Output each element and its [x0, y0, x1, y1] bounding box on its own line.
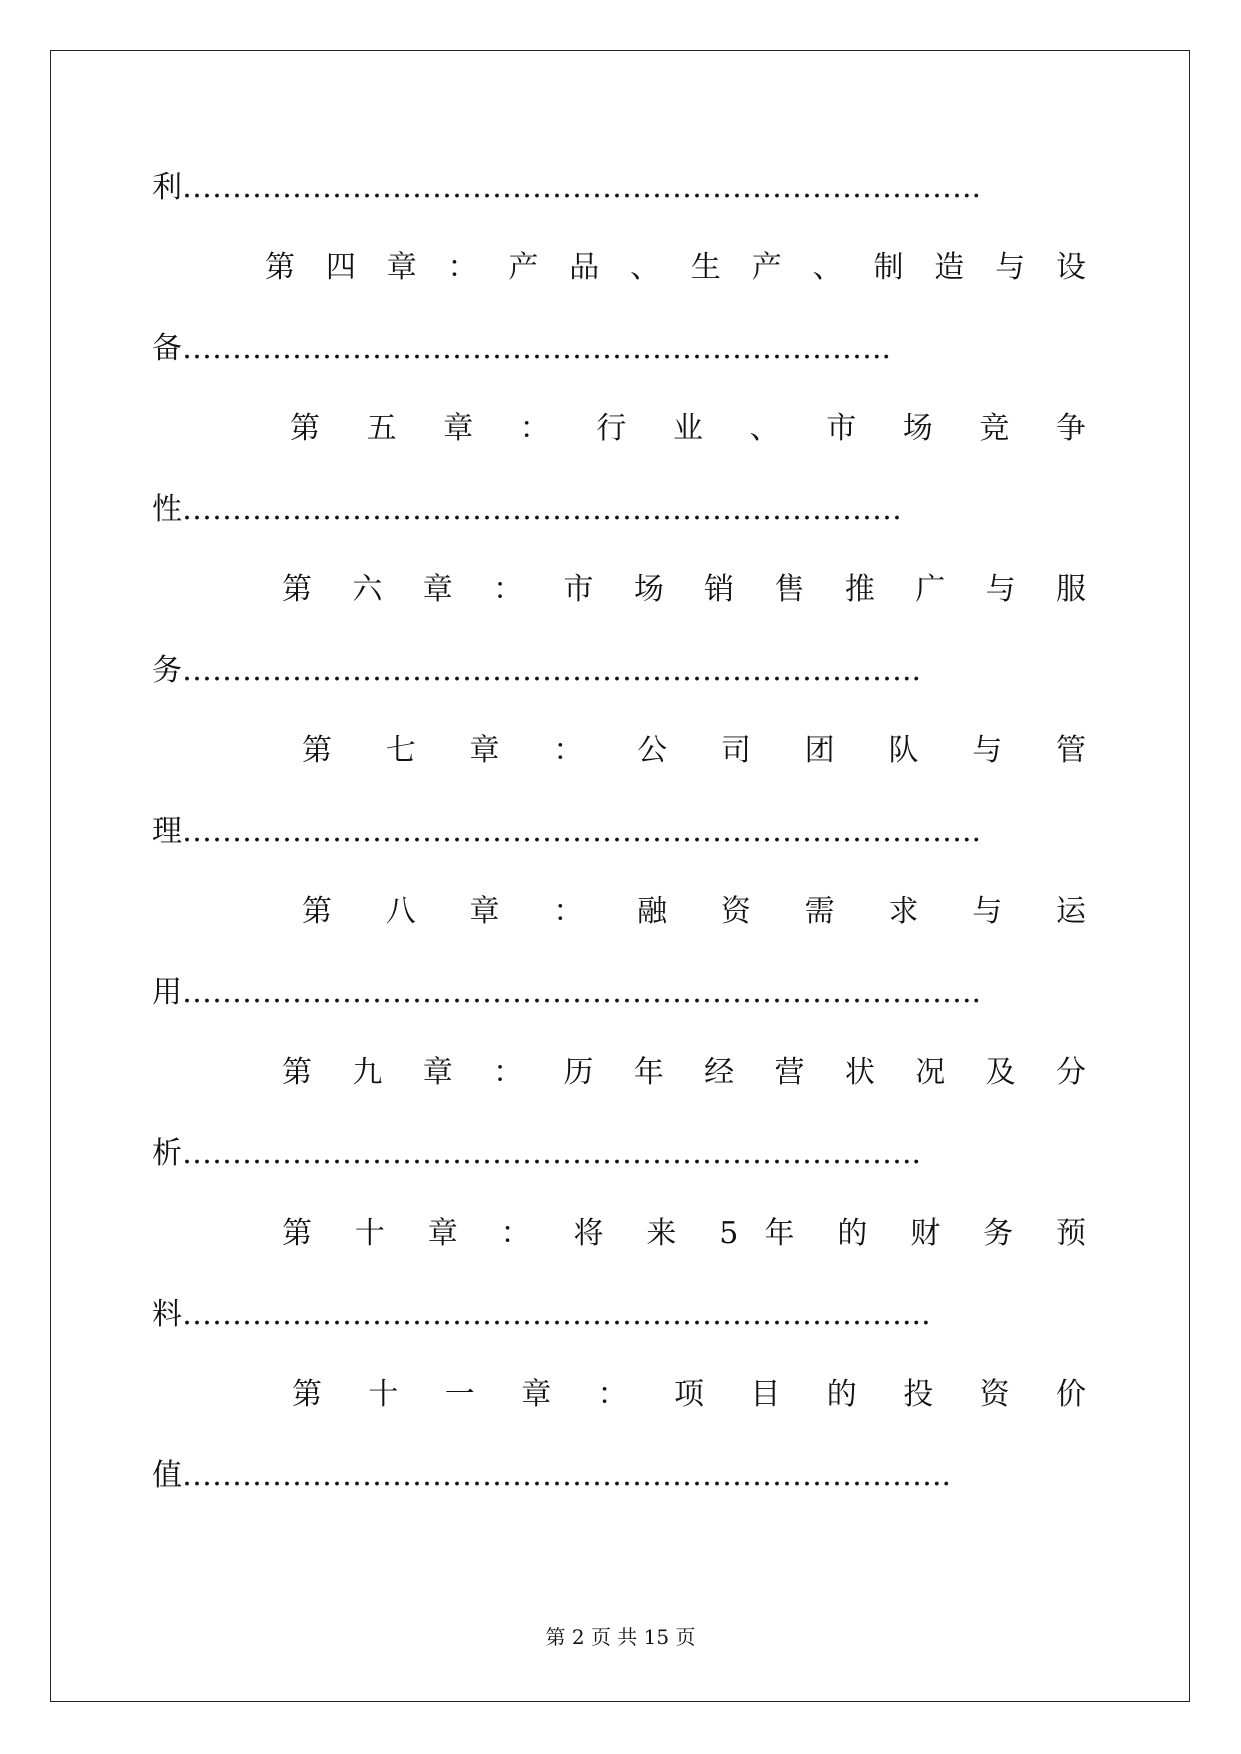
toc-continuation-line: 理……………………………………………………………………..: [152, 814, 982, 849]
toc-continuation-line: 利……………………………………………………………………..: [152, 170, 982, 205]
toc-heading-chapter-9: 第 九 章 ： 历 年 经 营 状 况 及 分: [282, 1055, 1086, 1090]
toc-heading-chapter-11: 第 十 一 章 ： 项 目 的 投 资 价: [292, 1377, 1086, 1412]
toc-heading-chapter-6: 第 六 章 ： 市 场 销 售 推 广 与 服: [282, 572, 1086, 607]
toc-continuation-line: 值…………………………………………………………………..: [152, 1458, 952, 1493]
toc-heading-chapter-4: 第 四 章 ： 产 品 、 生 产 、 制 造 与 设: [265, 250, 1086, 285]
toc-continuation-line: 性………………………………………………………………: [152, 492, 902, 527]
toc-continuation-line: 析………………………………………………………………..: [152, 1136, 922, 1171]
toc-heading-chapter-7: 第 七 章 ： 公 司 团 队 与 管: [302, 733, 1086, 768]
toc-continuation-line: 备……………………………………………………………..: [152, 331, 892, 366]
page-number-footer: 第 2 页 共 15 页: [545, 1625, 696, 1649]
toc-heading-chapter-5: 第 五 章 ： 行 业 、 市 场 竞 争: [290, 411, 1086, 446]
toc-continuation-line: 用……………………………………………………………………..: [152, 975, 982, 1010]
toc-heading-chapter-10: 第 十 章 ： 将 来 5 年 的 财 务 预: [282, 1216, 1086, 1251]
page-border: [50, 50, 1190, 1702]
toc-continuation-line: 务………………………………………………………………..: [152, 653, 922, 688]
toc-heading-chapter-8: 第 八 章 ： 融 资 需 求 与 运: [302, 894, 1086, 929]
toc-continuation-line: 料………………………………………………………………...: [152, 1297, 931, 1332]
